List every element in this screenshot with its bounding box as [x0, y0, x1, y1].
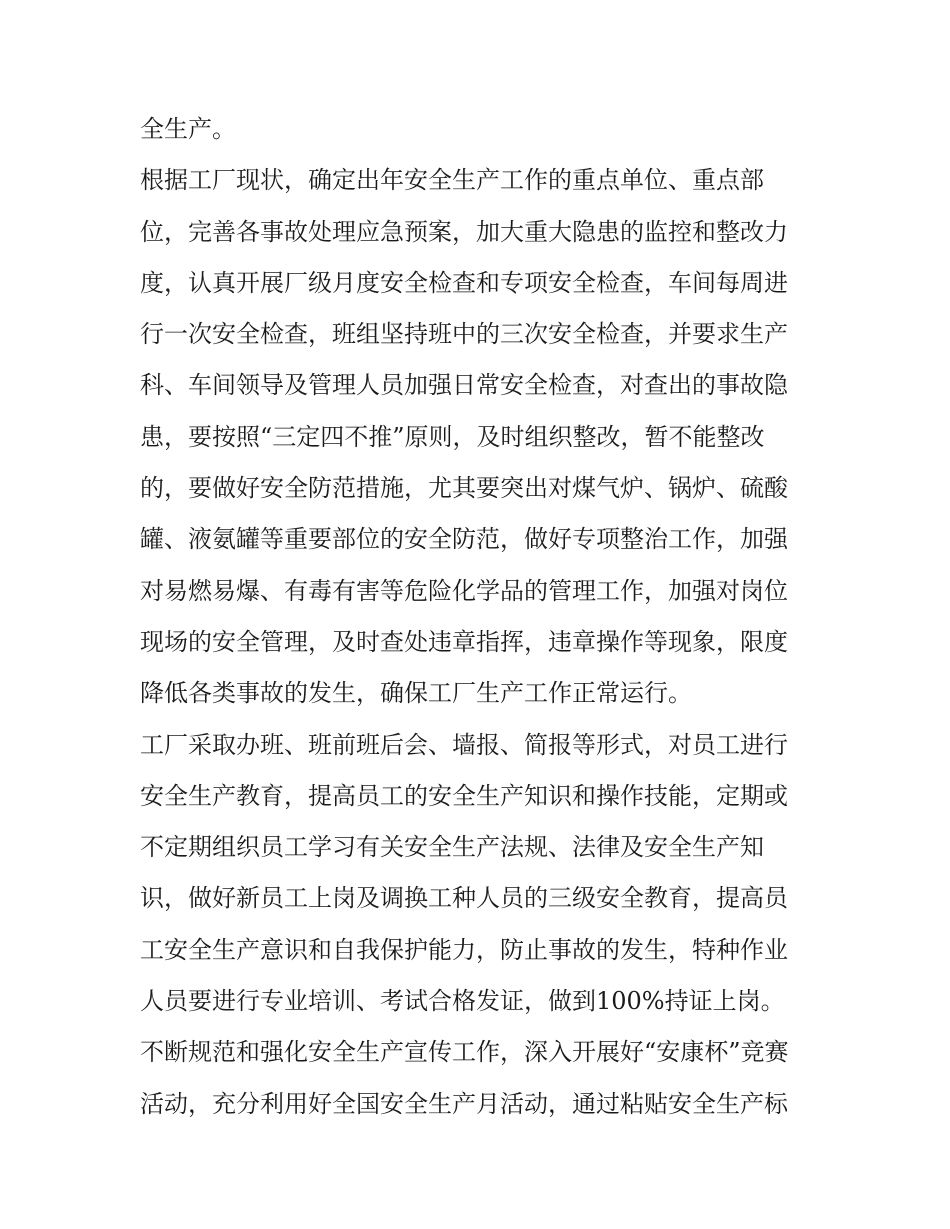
text-line: 根据工厂现状，确定出年安全生产工作的重点单位、重点部 [140, 166, 764, 195]
text-line: 的，要做好安全防范措施，尤其要突出对煤气炉、锅炉、硫酸 [140, 474, 788, 503]
text-line: 行一次安全检查，班组坚持班中的三次安全检查，并要求生产 [140, 320, 788, 349]
text-line: 降低各类事故的发生，确保工厂生产工作正常运行。 [140, 679, 692, 708]
text-line: 识，做好新员工上岗及调换工种人员的三级安全教育，提高员 [140, 884, 788, 913]
text-line: 工厂采取办班、班前班后会、墙报、简报等形式，对员工进行 [140, 730, 788, 759]
text-line: 现场的安全管理，及时查处违章指挥，违章操作等现象，限度 [140, 627, 788, 656]
text-line: 罐、液氨罐等重要部位的安全防范，做好专项整治工作，加强 [140, 525, 788, 554]
text-line: 活动，充分利用好全国安全生产月活动，通过粘贴安全生产标 [140, 1089, 788, 1118]
text-line: 人员要进行专业培训、考试合格发证，做到100%持证上岗。 [140, 987, 785, 1016]
text-line: 度，认真开展厂级月度安全检查和专项安全检查，车间每周进 [140, 268, 788, 297]
body-text [140, 104, 820, 1130]
text-line: 工安全生产意识和自我保护能力，防止事故的发生，特种作业 [140, 935, 788, 964]
text-line: 位，完善各事故处理应急预案，加大重大隐患的监控和整改力 [140, 217, 788, 246]
text-line: 科、车间领导及管理人员加强日常安全检查，对查出的事故隐 [140, 371, 788, 400]
text-line: 全生产。 [140, 115, 236, 143]
text-line: 对易燃易爆、有毒有害等危险化学品的管理工作，加强对岗位 [140, 576, 788, 605]
text-line: 患，要按照“三定四不推”原则，及时组织整改，暂不能整改 [140, 422, 765, 451]
text-line: 不断规范和强化安全生产宣传工作，深入开展好“安康杯”竞赛 [140, 1038, 789, 1067]
text-line: 安全生产教育，提高员工的安全生产知识和操作技能，定期或 [140, 781, 788, 810]
text-line: 不定期组织员工学习有关安全生产法规、法律及安全生产知 [140, 833, 764, 862]
